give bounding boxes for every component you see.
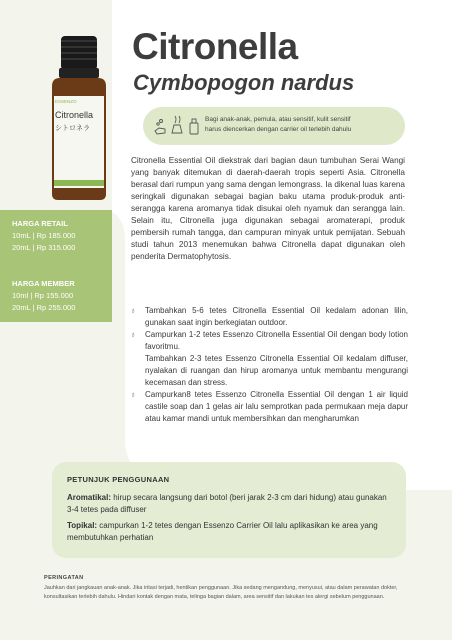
retail-price-label: HARGA RETAIL [12, 219, 68, 228]
member-price-block [0, 278, 110, 314]
use-item-1: ♁ Tambahkan 5-6 tetes Citronella Essential Oil kedalam adonan lilin, gunakan saat ingin berkegiatan outdoor. [130, 306, 408, 327]
leaf-bullet-icon: ♁ [130, 306, 136, 315]
usage-instructions-box [52, 462, 406, 558]
bottle-label-name: Citronella [55, 110, 94, 120]
scientific-name: Cymbopogon nardus [133, 70, 355, 95]
member-price-10ml: 10ml | Rp 155.000 [12, 291, 74, 300]
uses-list [130, 305, 408, 425]
bottle-label-sub: シトロネラ [55, 125, 90, 132]
warning-pill [143, 107, 405, 145]
diffuser-icon [172, 116, 182, 133]
usage-title: PETUNJUK PENGGUNAAN [67, 475, 170, 484]
warning-note-text: Jauhkan dari jangkauan anak-anak. Jika iritasi terjadi, hentikan penggunaan. Jika sedang mengandung, menyusui, atau dalam perawatan dokter, konsultasikan terlebih dahulu. Hindari kontak dengan mata, telinga bagian dalam, area sensitif dan lakukan tes alergi sebelum penggunaan. [44, 585, 398, 600]
use-item-4: ♁ Campurkan8 tetes Essenzo Citronella Essential Oil dengan 1 air liquid castile soap dan 1 gelas air lalu semprotkan pada permukaan meja dapur atau kamar mandi untuk membersihkan dan mengharumkan [130, 390, 408, 423]
usage-aromatic: Aromatikal: hirup secara langsung dari botol (beri jarak 2-3 cm dari hidung) atau gunakan 3-4 tetes pada diffuser [67, 493, 387, 514]
warning-note-title: PERINGATAN [44, 575, 84, 581]
leaf-bullet-icon: ♁ [130, 330, 136, 339]
member-price-20ml: 20mL | Rp 255.000 [12, 303, 76, 312]
bottle-icon [190, 119, 198, 134]
retail-price-20ml: 20mL | Rp 315.000 [12, 243, 76, 252]
product-description: Citronella Essential Oil diekstrak dari bagian daun tumbuhan Serai Wangi yang banyak ditemukan di daerah-daerah tropis seperti Asia. Citronella berasal dari rumpun yang sama dengan lemongrass. Ia dikenal luas karena seringkali digunakan sebagai bagian baku utama produk-produk anti-serangga karena aromanya tidak disukai oleh nyamuk dan serangga lain. Selain itu, Citronella juga digunakan sebagai aromaterapi, produk pembersih rumah tangga, dan campuran minyak untuk pemijatan. Sebuah studi tahun 2013 menemukan bahwa Citronella dapat digunakan oleh penderita Dermatophytosis. [131, 156, 405, 261]
warning-line-2: harus diencerkan dengan carrier oil terlebih dahulu [205, 126, 352, 133]
retail-price-10ml: 10mL | Rp 185.000 [12, 231, 76, 240]
bottle-brand: ESSENZO [55, 99, 77, 104]
warning-line-1: Bagi anak-anak, pemula, atau sensitif, kulit sensitif [205, 116, 351, 123]
product-title: Citronella [132, 26, 298, 67]
retail-price-block [0, 218, 110, 254]
use-item-3: Tambahkan 2-3 tetes Essenzo Citronella Essential Oil kedalam diffuser, nyalakan di ruangan dan hirup aromanya untuk membantu mengurangi kecemasan dan stress. [145, 354, 408, 387]
member-price-label: HARGA MEMBER [12, 279, 75, 288]
usage-topical: Topikal: campurkan 1-2 tetes dengan Essenzo Carrier Oil lalu aplikasikan ke area yang membutuhkan perhatian [67, 521, 378, 542]
hand-drops-icon [155, 120, 165, 135]
leaf-bullet-icon: ♁ [130, 390, 136, 399]
use-item-2: ♁ Campurkan 1-2 tetes Essenzo Citronella Essential Oil dengan body lotion favoritmu. [130, 330, 408, 351]
